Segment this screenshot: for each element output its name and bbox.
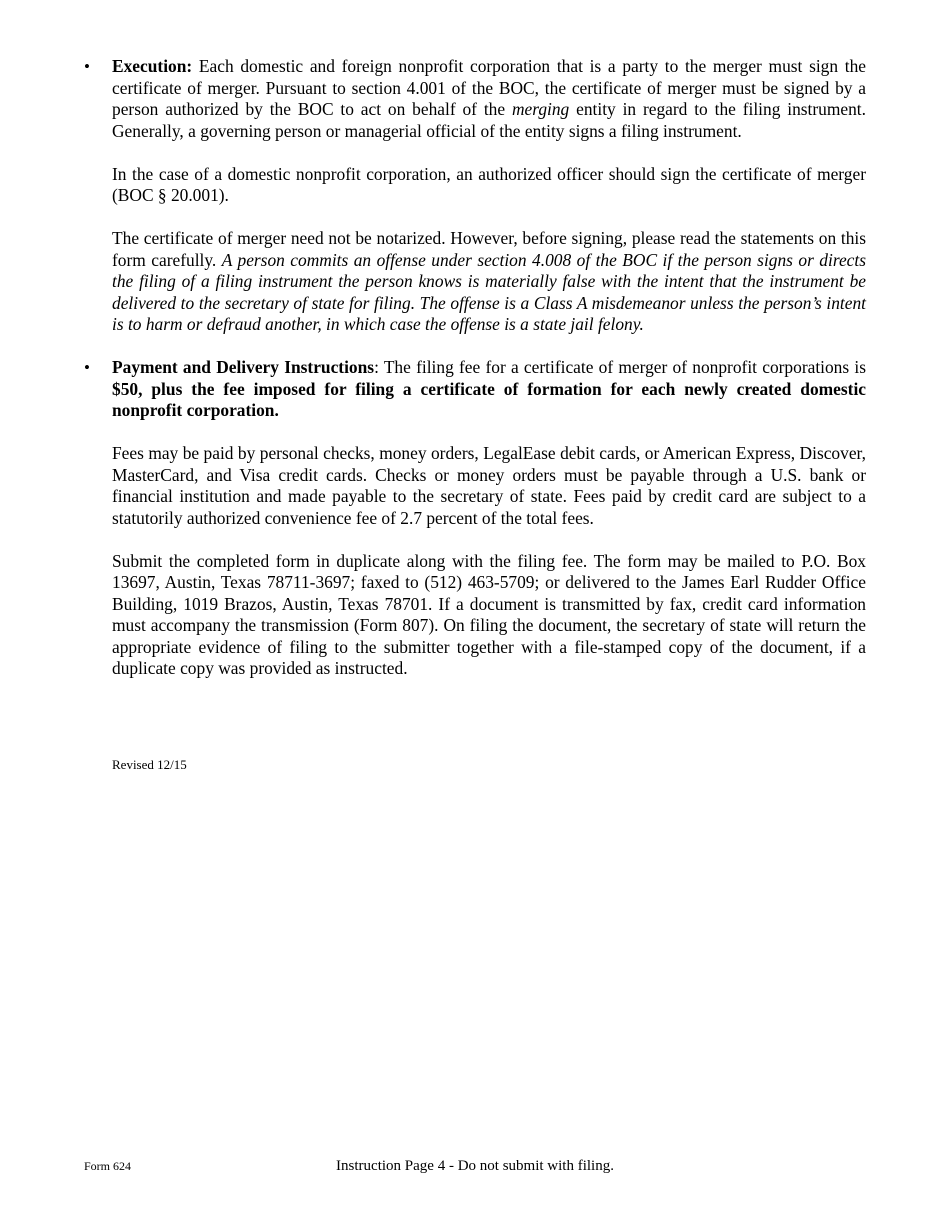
execution-italic-term: merging	[511, 99, 570, 119]
payment-paragraph-3: Submit the completed form in duplicate along with the filing fee. The form may be mailed to P.O. Box 13697, Austin, Texas 78711-3697; faxed to (512) 463-5709; or delivered to the James Earl Rudder Office Building, 1019 Brazos, Austin, Texas 78701. If a document is transmitted by fax, credit card information must accompany the transmission (Form 807). On filing the document, the secretary of state will return the appropriate evidence of filing to the submitter together with a file-stamped copy of the document, if a duplicate copy was provided as instructed.	[112, 550, 866, 678]
execution-heading: Execution:	[112, 56, 193, 76]
execution-section	[84, 56, 866, 336]
revision-date: Revised 12/15	[112, 757, 187, 772]
form-number: Form 624	[84, 1159, 132, 1173]
bullet-icon: •	[84, 57, 90, 76]
execution-text-tail: entity in regard to the filing instrument. Generally, a governing person or managerial official of the entity signs a filing instrument.	[112, 99, 866, 141]
execution-text: Each domestic and foreign nonprofit corporation that is a party to the merger must sign the certificate of merger. Pursuant to section 4.001 of the BOC, the certificate of merger must be signed by a person authorized by the BOC to act on behalf of the	[112, 56, 866, 119]
notarization-text: The certificate of merger need not be notarized. However, before signing, please read the statements on this form carefully.	[112, 228, 866, 270]
execution-paragraph-2: In the case of a domestic nonprofit corporation, an authorized officer should sign the certificate of merger (BOC § 20.001).	[112, 163, 866, 205]
payment-paragraph-1	[112, 357, 866, 422]
payment-paragraph-2: Fees may be paid by personal checks, money orders, LegalEase debit cards, or American Express, Discover, MasterCard, and Visa credit cards. Checks or money orders must be payable through a U.S. bank or financial institution and made payable to the secretary of state. Fees paid by credit card are subject to a statutorily authorized convenience fee of 2.7 percent of the total fees.	[112, 443, 866, 528]
filing-fee-amount: $50, plus the fee imposed for filing a certificate of formation for each newly created domestic nonprofit corporation.	[112, 378, 866, 420]
execution-paragraph-1	[112, 56, 866, 142]
offense-warning: A person commits an offense under section 4.008 of the BOC if the person signs or directs the filing of a filing instrument the person knows is materially false with the intent that the instrument be delivered to the secretary of state for filing. The offense is a Class A misdemeanor unless the person’s intent is to harm or defraud another, in which case the offense is a state jail felony.	[112, 249, 866, 334]
bullet-icon: •	[84, 358, 90, 377]
instructions-body	[84, 56, 866, 680]
page-footer: Instruction Page 4 - Do not submit with filing.	[336, 1158, 614, 1174]
payment-text: : The filing fee for a certificate of merger of nonprofit corporations is	[374, 357, 866, 377]
execution-paragraph-3	[112, 228, 866, 336]
payment-heading: Payment and Delivery Instructions	[112, 357, 375, 377]
payment-section	[84, 357, 866, 680]
